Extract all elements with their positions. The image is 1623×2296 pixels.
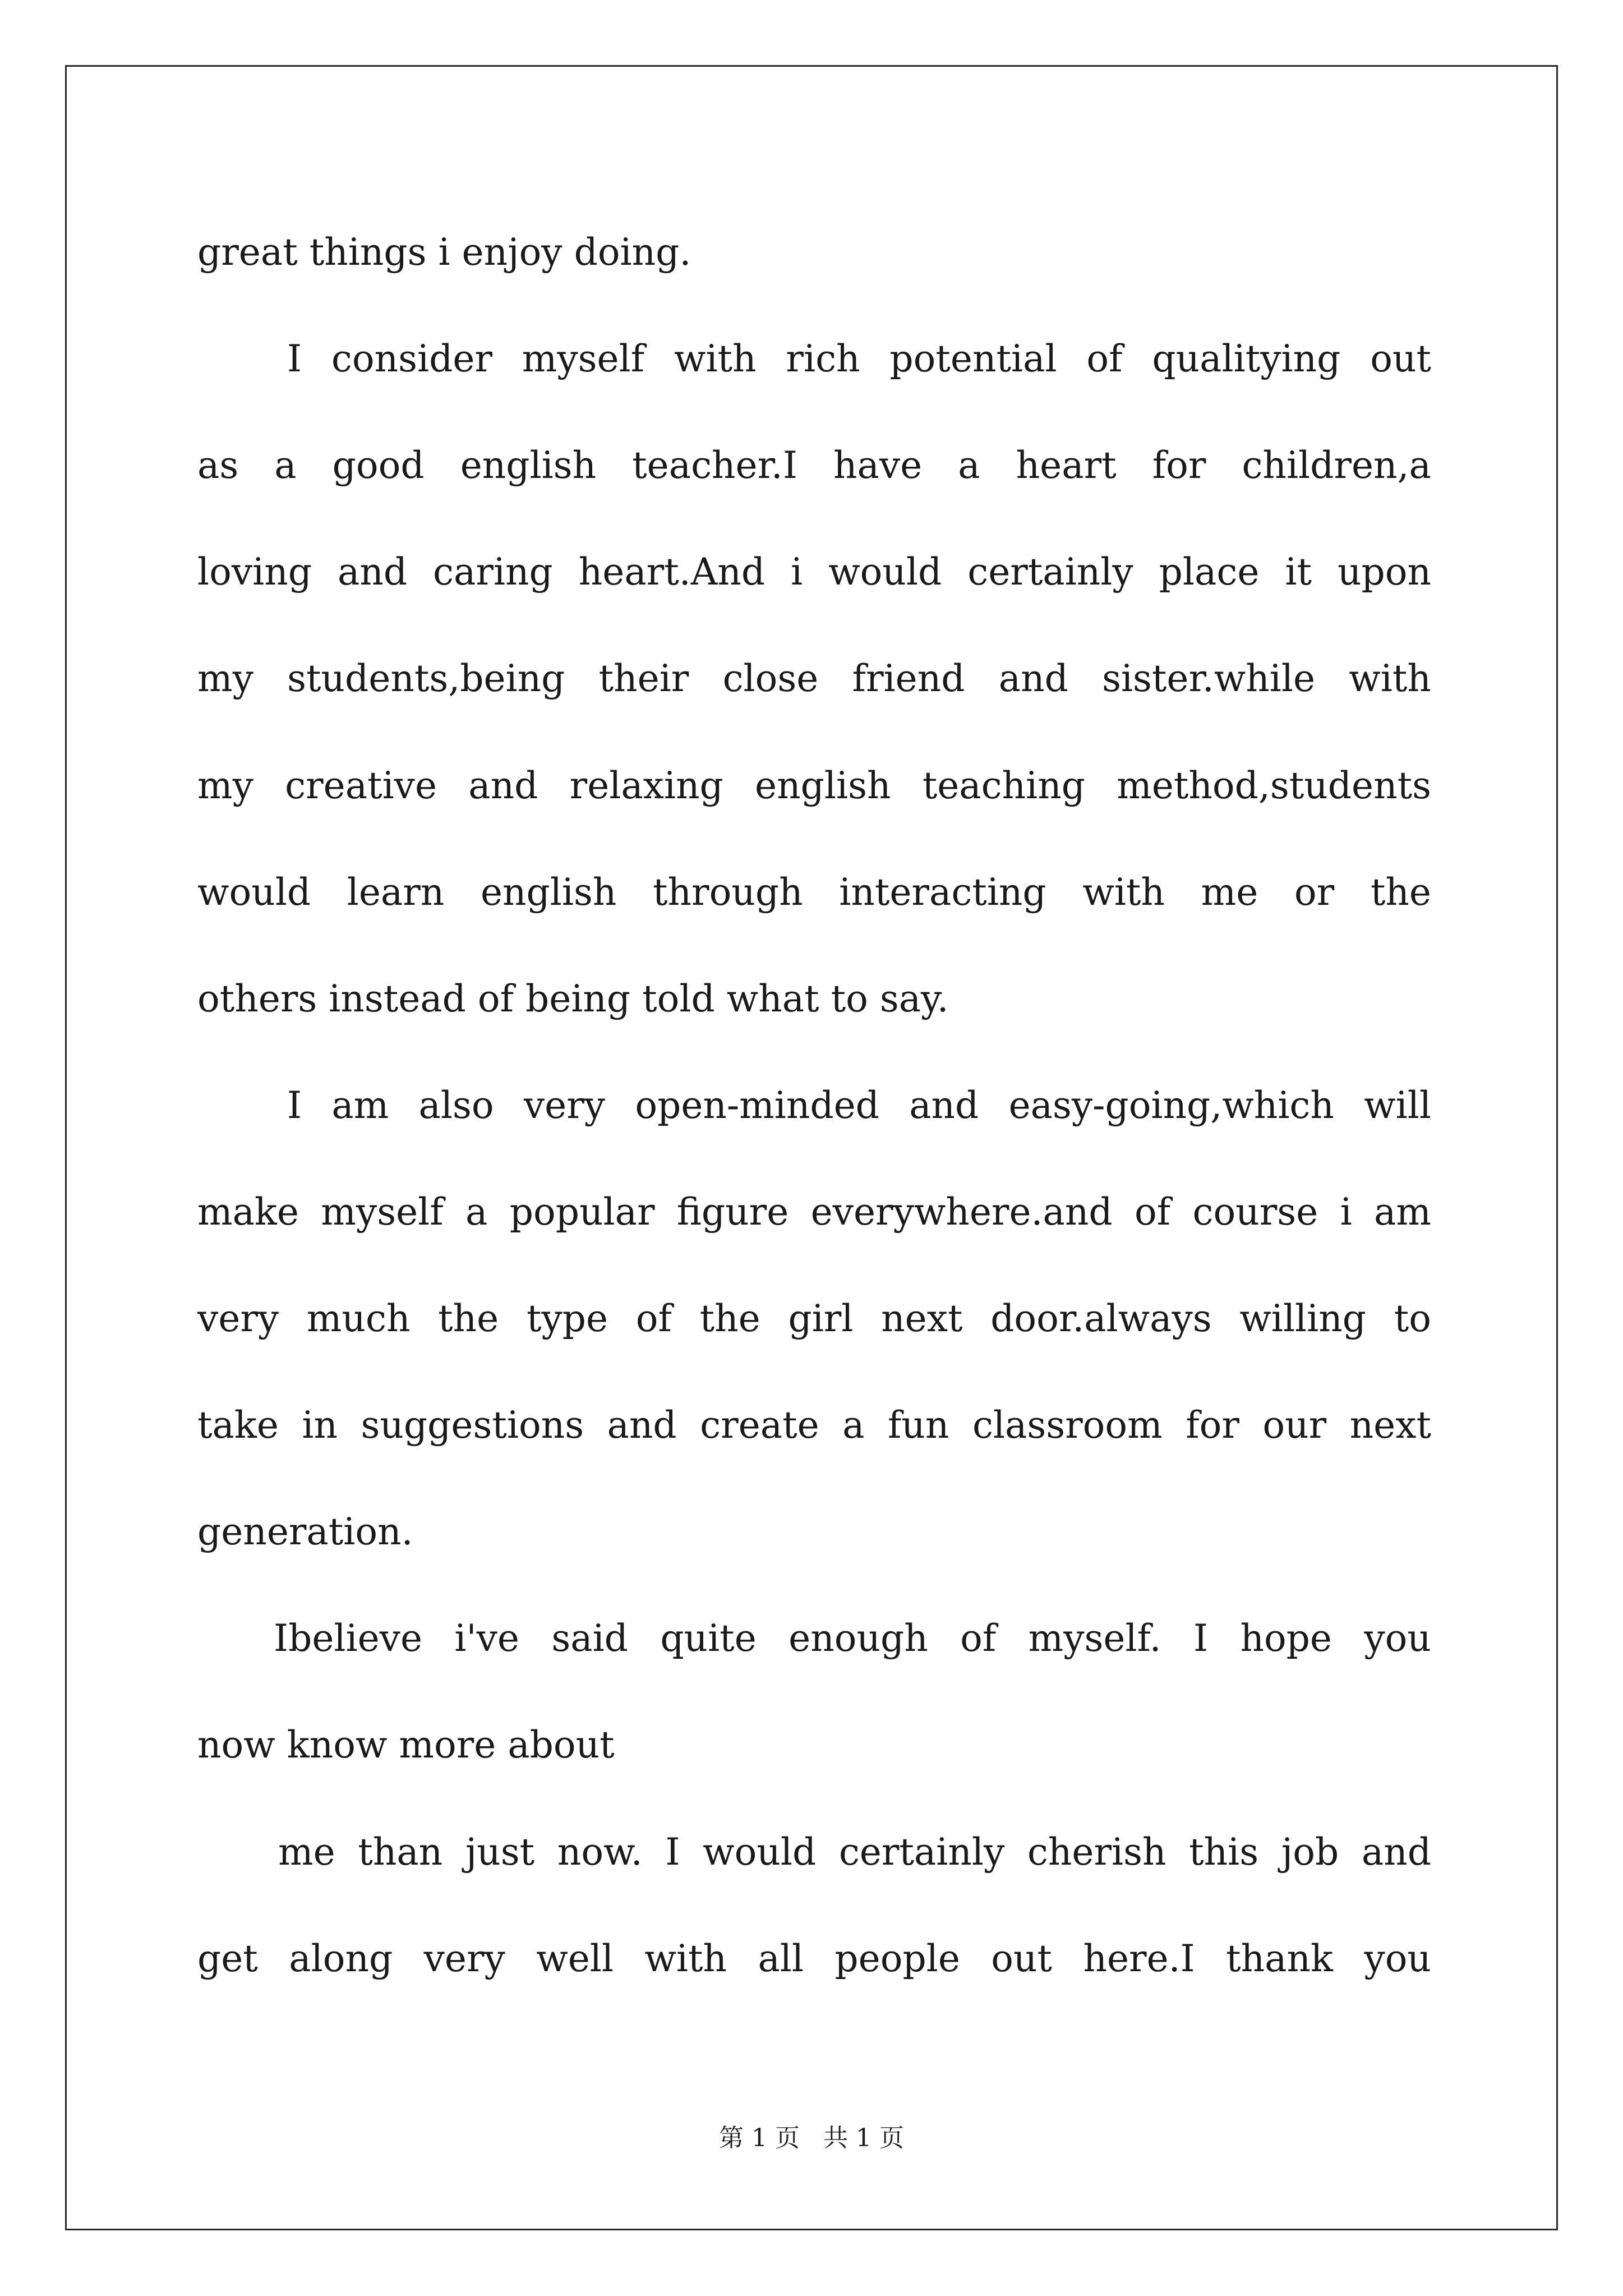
word: next bbox=[881, 1297, 963, 1340]
word: I bbox=[287, 337, 302, 380]
text-line bbox=[197, 1392, 1431, 1459]
word: just bbox=[465, 1830, 535, 1874]
word: it bbox=[1285, 550, 1312, 593]
word: learn bbox=[347, 871, 445, 914]
word: students,being bbox=[287, 657, 565, 700]
word: caring bbox=[433, 550, 553, 593]
word: in bbox=[302, 1404, 338, 1447]
word: and bbox=[468, 764, 538, 807]
word: well bbox=[536, 1937, 614, 1980]
word: the bbox=[438, 1297, 499, 1340]
text-line bbox=[197, 1819, 1431, 1886]
word: people bbox=[834, 1937, 960, 1980]
word: enough bbox=[789, 1617, 928, 1660]
word: with bbox=[644, 1937, 727, 1980]
word: friend bbox=[852, 657, 965, 700]
word: certainly bbox=[838, 1830, 1005, 1874]
word: am bbox=[1374, 1190, 1431, 1234]
word: heart bbox=[1016, 444, 1117, 487]
word: sister.while bbox=[1102, 657, 1316, 700]
word: me bbox=[278, 1830, 335, 1874]
word: english bbox=[460, 444, 597, 487]
word: willing bbox=[1239, 1297, 1367, 1340]
word: or bbox=[1294, 871, 1335, 914]
word: I bbox=[665, 1830, 680, 1874]
word: cherish bbox=[1027, 1830, 1166, 1874]
word: would bbox=[197, 871, 311, 914]
word: the bbox=[1370, 871, 1431, 914]
word: along bbox=[289, 1937, 393, 1980]
word: qualitying bbox=[1152, 337, 1341, 380]
word: get bbox=[197, 1937, 258, 1980]
word: now. bbox=[557, 1830, 643, 1874]
word: me bbox=[1201, 871, 1258, 914]
word: would bbox=[703, 1830, 817, 1874]
word: this bbox=[1189, 1830, 1259, 1874]
word: very bbox=[523, 1084, 606, 1127]
word: for bbox=[1152, 444, 1206, 487]
word: i bbox=[791, 550, 803, 593]
word: door.always bbox=[990, 1297, 1212, 1340]
text-line: generation. bbox=[197, 1510, 413, 1553]
word: here.I bbox=[1083, 1937, 1195, 1980]
word: make bbox=[197, 1190, 299, 1234]
word: myself bbox=[321, 1190, 444, 1234]
word: a bbox=[274, 444, 297, 487]
text-line: now know more about bbox=[197, 1723, 615, 1766]
text-line bbox=[197, 325, 1431, 393]
word: create bbox=[700, 1404, 819, 1447]
word: than bbox=[358, 1830, 443, 1874]
word: method,students bbox=[1117, 764, 1431, 807]
word: girl bbox=[788, 1297, 854, 1340]
word: heart.And bbox=[578, 550, 766, 593]
text-line bbox=[197, 1285, 1431, 1352]
word: am bbox=[331, 1084, 389, 1127]
word: my bbox=[197, 657, 253, 700]
word: take bbox=[197, 1404, 279, 1447]
word: easy-going,which bbox=[1008, 1084, 1334, 1127]
word: also bbox=[418, 1084, 494, 1127]
word: of bbox=[960, 1617, 997, 1660]
word: i bbox=[1340, 1190, 1352, 1234]
text-line: others instead of being told what to say. bbox=[197, 977, 949, 1020]
text-line bbox=[197, 1925, 1431, 1993]
word: interacting bbox=[839, 871, 1046, 914]
word: our bbox=[1262, 1404, 1327, 1447]
word: popular bbox=[509, 1190, 655, 1234]
text-line bbox=[197, 539, 1431, 606]
word: for bbox=[1186, 1404, 1239, 1447]
text-line bbox=[197, 645, 1431, 712]
word: thank bbox=[1226, 1937, 1333, 1980]
word: classroom bbox=[972, 1404, 1163, 1447]
word: of bbox=[1086, 337, 1123, 380]
word: a bbox=[465, 1190, 488, 1234]
word: very bbox=[197, 1297, 279, 1340]
word: to bbox=[1394, 1297, 1431, 1340]
word: fun bbox=[888, 1404, 949, 1447]
word: job bbox=[1281, 1830, 1339, 1874]
word: a bbox=[842, 1404, 865, 1447]
word: rich bbox=[786, 337, 860, 380]
text-line bbox=[197, 1179, 1431, 1246]
word: potential bbox=[889, 337, 1057, 380]
word: and bbox=[337, 550, 408, 593]
word: through bbox=[653, 871, 803, 914]
word: everywhere.and bbox=[810, 1190, 1113, 1234]
word: all bbox=[758, 1937, 804, 1980]
word: good bbox=[332, 444, 425, 487]
word: loving bbox=[197, 550, 312, 593]
word: you bbox=[1364, 1617, 1431, 1660]
word: with bbox=[674, 337, 757, 380]
word: course bbox=[1192, 1190, 1318, 1234]
word: suggestions bbox=[361, 1404, 584, 1447]
text-line bbox=[197, 1605, 1431, 1672]
word: of bbox=[635, 1297, 672, 1340]
word: creative bbox=[285, 764, 437, 807]
word: very bbox=[423, 1937, 505, 1980]
word: next bbox=[1349, 1404, 1431, 1447]
word: said bbox=[551, 1617, 628, 1660]
word: of bbox=[1134, 1190, 1171, 1234]
word: as bbox=[197, 444, 239, 487]
text-line bbox=[197, 432, 1431, 499]
word: their bbox=[598, 657, 689, 700]
word: would bbox=[828, 550, 942, 593]
word: a bbox=[958, 444, 980, 487]
word: and bbox=[607, 1404, 677, 1447]
word: Ibelieve bbox=[274, 1617, 422, 1660]
word: english bbox=[755, 764, 891, 807]
word: have bbox=[833, 444, 923, 487]
word: figure bbox=[676, 1190, 789, 1234]
word: open-minded bbox=[635, 1084, 879, 1127]
page-number-footer: 第 1 页 共 1 页 bbox=[719, 2124, 904, 2152]
word: my bbox=[197, 764, 253, 807]
word: teaching bbox=[922, 764, 1085, 807]
word: the bbox=[699, 1297, 760, 1340]
word: certainly bbox=[967, 550, 1133, 593]
word: I bbox=[287, 1084, 302, 1127]
word: upon bbox=[1337, 550, 1431, 593]
word: place bbox=[1159, 550, 1260, 593]
word: teacher.I bbox=[632, 444, 797, 487]
text-line bbox=[197, 1072, 1431, 1139]
word: children,a bbox=[1242, 444, 1431, 487]
word: hope bbox=[1240, 1617, 1332, 1660]
word: you bbox=[1364, 1937, 1431, 1980]
word: will bbox=[1364, 1084, 1431, 1127]
word: close bbox=[722, 657, 819, 700]
word: english bbox=[480, 871, 617, 914]
text-line bbox=[197, 752, 1431, 820]
word: out bbox=[1370, 337, 1431, 380]
word: with bbox=[1349, 657, 1431, 700]
word: much bbox=[306, 1297, 411, 1340]
word: i've bbox=[454, 1617, 519, 1660]
word: with bbox=[1082, 871, 1165, 914]
word: and bbox=[909, 1084, 979, 1127]
word: quite bbox=[660, 1617, 757, 1660]
word: myself bbox=[522, 337, 645, 380]
word: out bbox=[991, 1937, 1053, 1980]
word: I bbox=[1193, 1617, 1209, 1660]
word: myself. bbox=[1028, 1617, 1161, 1660]
word: consider bbox=[331, 337, 492, 380]
text-line: great things i enjoy doing. bbox=[197, 231, 691, 274]
word: and bbox=[998, 657, 1068, 700]
word: and bbox=[1361, 1830, 1431, 1874]
word: relaxing bbox=[569, 764, 723, 807]
word: type bbox=[526, 1297, 608, 1340]
text-line bbox=[197, 859, 1431, 926]
